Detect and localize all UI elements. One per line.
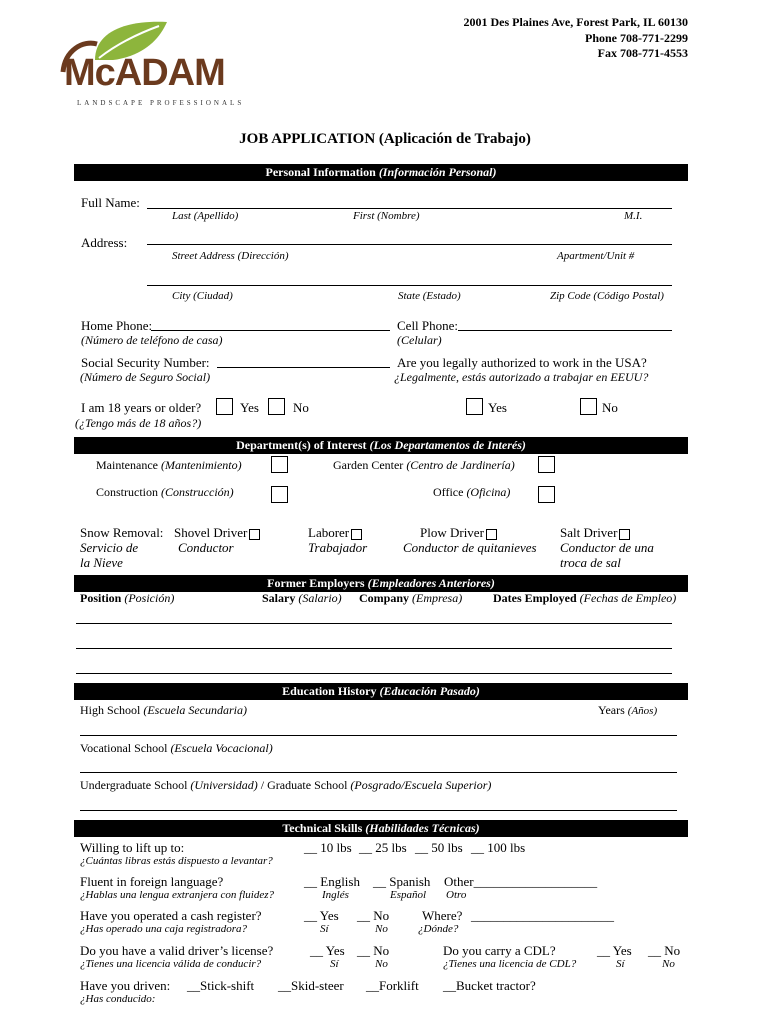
page-title: JOB APPLICATION (Aplicación de Trabajo) [239,131,531,147]
dates-text-es: (Fechas de Empleo) [579,591,677,605]
cell-phone-line[interactable] [458,330,672,331]
register-no-option[interactable]: __ No [357,908,390,923]
street-caption: Street Address (Dirección) [172,250,289,262]
language-label: Fluent in foreign language? [80,874,224,889]
register-no-caption: No [375,923,388,935]
plow-driver-checkbox[interactable] [486,529,497,540]
register-where-caption: ¿Dónde? [418,923,459,935]
personal-info-title: Personal Information [265,165,376,179]
register-caption: ¿Has operado una caja registradora? [80,923,248,935]
full-name-label: Full Name: [81,195,140,210]
skills-title-es: (Habilidades Técnicas) [365,821,480,835]
authorized-no-checkbox[interactable] [580,398,597,415]
city-caption: City (Ciudad) [172,290,233,302]
salary-text-es: (Salario) [298,591,342,605]
employers-header [74,575,688,592]
education-title-es: (Educación Pasado) [379,684,480,698]
plow-driver-option[interactable] [420,525,497,541]
office-checkbox[interactable] [538,486,555,503]
other-language-caption: Otro [446,889,467,901]
maintenance-text-es: (Mantenimiento) [160,458,242,472]
cdl-caption: ¿Tienes una licencia de CDL? [443,958,577,970]
undergrad-text-es: (Universidad) [190,778,258,792]
company-text-es: (Empresa) [412,591,463,605]
bucket-tractor-option[interactable]: __Bucket tractor? [443,978,536,993]
dates-column-header [493,591,676,606]
office-text-es: (Oficina) [466,485,511,499]
city-line[interactable] [147,285,672,286]
company-column-header [359,591,462,606]
forklift-option[interactable]: __Forklift [366,978,419,993]
employer-row-line[interactable] [76,648,672,649]
license-yes-option[interactable]: __ Yes [310,943,345,958]
construction-label [96,485,234,500]
logo-wordmark: McADAM [64,52,225,94]
age-no-checkbox[interactable] [268,398,285,415]
lift-25-option[interactable]: __ 25 lbs [359,840,407,855]
personal-info-title-es: (Información Personal) [378,165,497,179]
cdl-no-caption: No [662,958,675,970]
laborer-option[interactable] [308,525,362,541]
employers-title-es: (Empleadores Anteriores) [367,576,495,590]
vocational-text: Vocational School [80,741,168,755]
address-label: Address: [81,235,128,250]
company-text: Company [359,591,410,605]
position-text-es: (Posición) [124,591,175,605]
register-label: Have you operated a cash register? [80,908,262,923]
shovel-driver-checkbox[interactable] [249,529,260,540]
salary-text: Salary [262,591,296,605]
cdl-no-option[interactable]: __ No [648,943,681,958]
college-label [80,778,491,793]
position-column-header [80,591,174,606]
license-label: Do you have a valid driver’s license? [80,943,274,958]
high-school-text: High School [80,703,141,717]
employers-title: Former Employers [267,576,365,590]
spanish-option[interactable]: __ Spanish [373,874,431,889]
full-name-line[interactable] [147,208,672,209]
snow-removal-label: Snow Removal: [80,525,164,540]
salt-driver-checkbox[interactable] [619,529,630,540]
age-yes-checkbox[interactable] [216,398,233,415]
office-text: Office [433,485,464,499]
lift-10-option[interactable]: __ 10 lbs [304,840,352,855]
authorized-caption: ¿Legalmente, estás autorizado a trabajar en EEUU? [394,370,649,384]
authorized-label: Are you legally authorized to work in the USA? [397,355,647,370]
undergrad-text: Undergraduate School [80,778,188,792]
register-yes-option[interactable]: __ Yes [304,908,339,923]
construction-text-es: (Construcción) [161,485,234,499]
laborer-text: Laborer [308,525,350,540]
garden-label [333,458,515,473]
salt-driver-es2: troca de sal [560,555,621,570]
apt-caption: Apartment/Unit # [557,250,635,262]
age-yes-label: Yes [240,400,259,415]
laborer-es: Trabajador [308,540,368,555]
snow-removal-es2: la Nieve [80,555,123,570]
graduate-text-es: (Posgrado/Escuela Superior) [350,778,492,792]
age-no-label: No [293,400,309,415]
maintenance-label [96,458,242,473]
cell-phone-caption: (Celular) [397,333,442,347]
years-text: Years [598,703,625,717]
zip-caption: Zip Code (Código Postal) [550,290,664,302]
home-phone-caption: (Número de teléfono de casa) [81,333,223,347]
maintenance-checkbox[interactable] [271,456,288,473]
company-address: 2001 Des Plaines Ave, Forest Park, IL 60130 [463,15,688,29]
slash-text: / [260,778,265,792]
graduate-text: Graduate School [267,778,348,792]
last-name-caption: Last (Apellido) [172,210,239,222]
vocational-line[interactable] [80,772,677,773]
shovel-driver-option[interactable] [174,525,260,541]
salt-driver-es1: Conductor de una [560,540,654,555]
position-text: Position [80,591,122,605]
snow-removal-es1: Servicio de [80,540,139,555]
years-text-es: (Años) [627,705,658,717]
license-yes-caption: Sí [330,958,339,970]
english-option[interactable]: __ English [304,874,360,889]
maintenance-text: Maintenance [96,458,158,472]
high-school-text-es: (Escuela Secundaria) [143,703,247,717]
departments-title-es: (Los Departamentos de Interés) [369,438,526,452]
skills-header [74,820,688,837]
license-no-caption: No [375,958,388,970]
skid-steer-option[interactable]: __Skid-steer [278,978,344,993]
education-title: Education History [282,684,377,698]
home-phone-label: Home Phone: [81,318,153,333]
cdl-yes-caption: Sí [616,958,625,970]
plow-driver-text: Plow Driver [420,525,484,540]
home-phone-line[interactable] [151,330,390,331]
mi-caption: M.I. [624,210,643,222]
ssn-line[interactable] [217,367,390,368]
authorized-yes-checkbox[interactable] [466,398,483,415]
years-label [598,703,657,718]
departments-title: Department(s) of Interest [236,438,367,452]
shovel-driver-text: Shovel Driver [174,525,248,540]
plow-driver-es: Conductor de quitanieves [403,540,537,555]
cdl-label: Do you carry a CDL? [443,943,556,958]
salary-column-header [262,591,342,606]
laborer-checkbox[interactable] [351,529,362,540]
skills-title: Technical Skills [282,821,363,835]
cell-phone-label: Cell Phone: [397,318,459,333]
age-caption: (¿Tengo más de 18 años?) [75,416,202,430]
street-address-line[interactable] [147,244,672,245]
register-where-field[interactable]: ______________________ [471,908,614,923]
license-caption: ¿Tienes una licencia válida de conducir? [80,958,262,970]
driven-label: Have you driven: [80,978,171,993]
english-caption: Inglés [322,889,349,901]
office-label [433,485,510,500]
lift-caption: ¿Cuántas libras estás dispuesto a levantar? [80,855,273,867]
departments-header [74,437,688,454]
license-no-option[interactable]: __ No [357,943,390,958]
garden-text: Garden Center [333,458,404,472]
vocational-text-es: (Escuela Vocacional) [170,741,273,755]
lift-50-option[interactable]: __ 50 lbs [415,840,463,855]
college-line[interactable] [80,810,677,811]
garden-text-es: (Centro de Jardinería) [406,458,515,472]
lift-label: Willing to lift up to: [80,840,185,855]
age-label: I am 18 years or older? [81,400,202,415]
salt-driver-text: Salt Driver [560,525,618,540]
construction-text: Construction [96,485,158,499]
stick-shift-option[interactable]: __Stick-shift [187,978,255,993]
employer-row-line[interactable] [76,623,672,624]
authorized-no-label: No [602,400,618,415]
language-caption: ¿Hablas una lengua extranjera con fluidez? [80,889,275,901]
dates-text: Dates Employed [493,591,577,605]
driven-caption: ¿Has conducido: [80,993,156,1005]
ssn-label: Social Security Number: [81,355,210,370]
other-language-field[interactable]: Other___________________ [444,874,598,889]
logo-tagline: LANDSCAPE PROFESSIONALS [77,99,245,107]
lift-100-option[interactable]: __ 100 lbs [471,840,526,855]
construction-checkbox[interactable] [271,486,288,503]
company-fax: Fax 708-771-4553 [597,46,688,60]
high-school-label [80,703,247,718]
employer-row-line[interactable] [76,673,672,674]
state-caption: State (Estado) [398,290,461,302]
authorized-yes-label: Yes [488,400,507,415]
spanish-caption: Español [390,889,427,901]
first-name-caption: First (Nombre) [353,210,420,222]
education-header [74,683,688,700]
personal-info-header [74,164,688,181]
cdl-yes-option[interactable]: __ Yes [597,943,632,958]
register-yes-caption: Sí [320,923,329,935]
register-where-label: Where? [422,908,463,923]
ssn-caption: (Número de Seguro Social) [80,370,211,384]
high-school-line[interactable] [80,735,677,736]
garden-checkbox[interactable] [538,456,555,473]
vocational-label [80,741,273,756]
shovel-driver-es: Conductor [178,540,234,555]
company-phone: Phone 708-771-2299 [585,31,688,45]
salt-driver-option[interactable] [560,525,630,541]
